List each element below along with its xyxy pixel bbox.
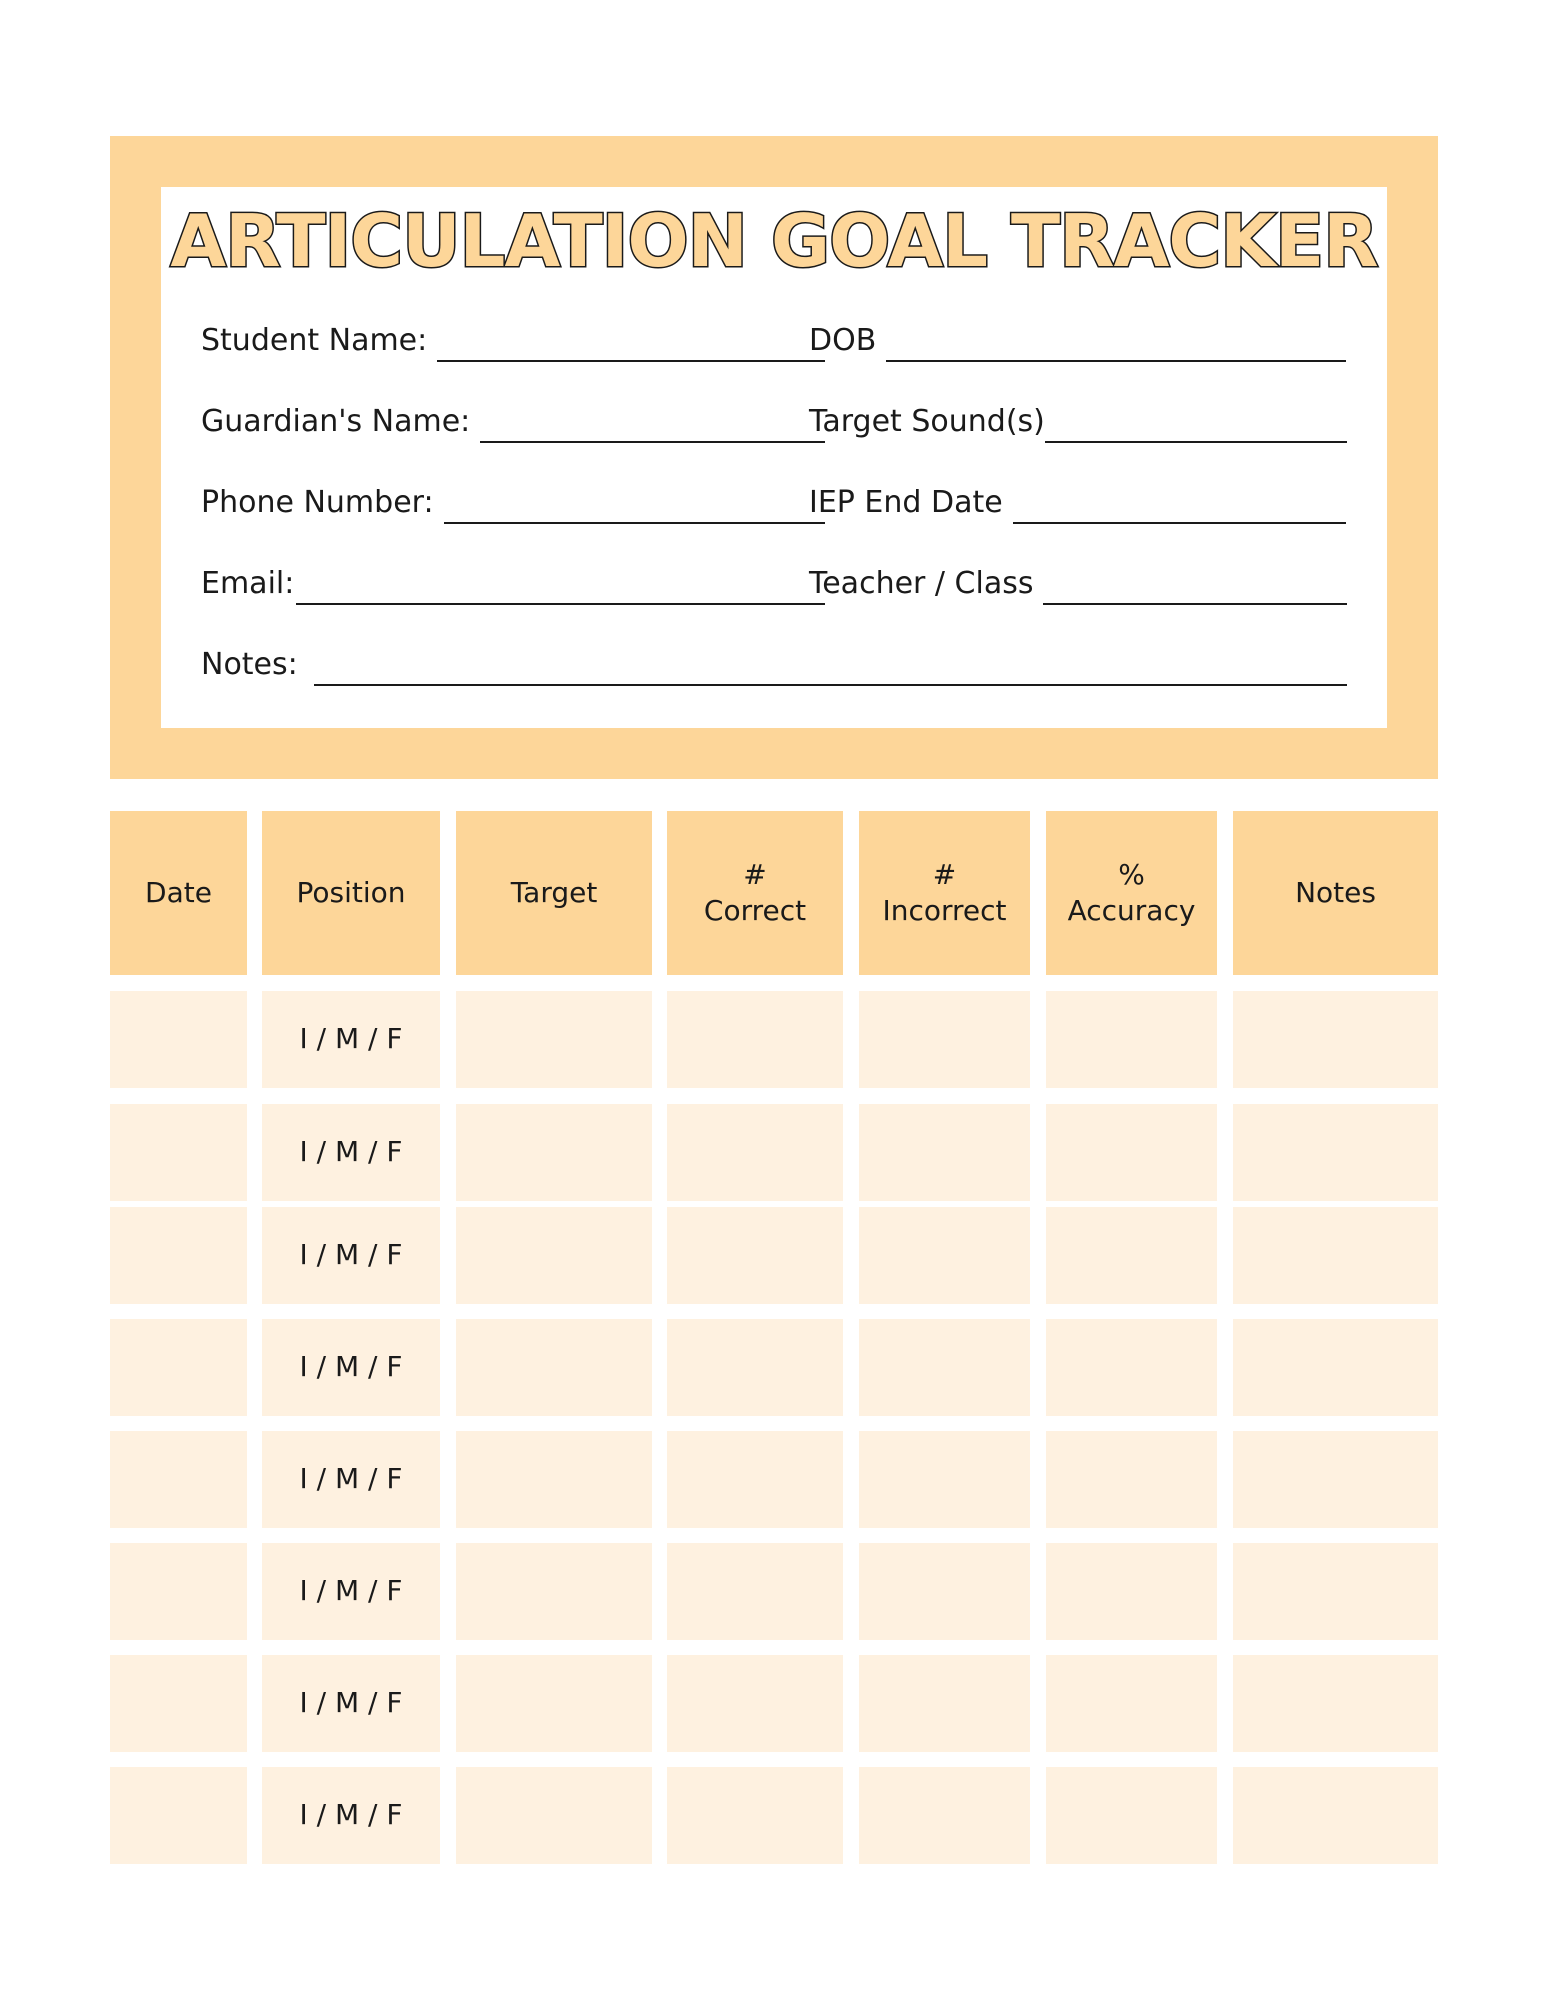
cell-position[interactable] — [262, 991, 440, 1088]
guardian-name-line[interactable] — [480, 440, 825, 443]
cell-accuracy[interactable] — [1046, 1207, 1217, 1304]
header-accuracy-label: % Accuracy — [1067, 857, 1196, 927]
cell-notes[interactable] — [1233, 1767, 1438, 1864]
header-target-label: Target — [510, 875, 598, 909]
cell-date[interactable] — [110, 1655, 247, 1752]
phone-number-label: Phone Number: — [201, 485, 434, 520]
iep-end-date-label: IEP End Date — [809, 485, 1003, 520]
cell-incorrect[interactable] — [859, 1431, 1030, 1528]
position-options[interactable]: I / M / F — [299, 1350, 403, 1384]
iep-end-date-field[interactable] — [809, 474, 1346, 524]
header-incorrect — [859, 811, 1030, 975]
cell-target[interactable] — [456, 1207, 652, 1304]
notes-line[interactable] — [314, 683, 1347, 686]
cell-target[interactable] — [456, 991, 652, 1088]
header-panel — [161, 187, 1387, 728]
cell-incorrect[interactable] — [859, 1207, 1030, 1304]
cell-correct[interactable] — [667, 1767, 843, 1864]
position-options[interactable]: I / M / F — [299, 1462, 403, 1496]
guardian-name-label: Guardian's Name: — [201, 404, 471, 439]
header-correct-label: # Correct — [703, 857, 807, 927]
notes-field[interactable] — [201, 636, 1347, 686]
position-options[interactable]: I / M / F — [299, 1574, 403, 1608]
cell-accuracy[interactable] — [1046, 991, 1217, 1088]
cell-incorrect[interactable] — [859, 1104, 1030, 1201]
student-name-label: Student Name: — [201, 323, 428, 358]
cell-target[interactable] — [456, 1655, 652, 1752]
cell-accuracy[interactable] — [1046, 1655, 1217, 1752]
target-sounds-field[interactable] — [809, 393, 1347, 443]
cell-position[interactable] — [262, 1655, 440, 1752]
teacher-class-field[interactable] — [809, 555, 1347, 605]
page-title: ARTICULATION GOAL TRACKER — [170, 199, 1378, 283]
dob-field[interactable] — [809, 312, 1346, 362]
cell-date[interactable] — [110, 1543, 247, 1640]
cell-correct[interactable] — [667, 1655, 843, 1752]
cell-target[interactable] — [456, 1319, 652, 1416]
position-options[interactable]: I / M / F — [299, 1022, 403, 1056]
header-notes-label: Notes — [1295, 875, 1376, 909]
notes-label: Notes: — [201, 647, 298, 682]
cell-date[interactable] — [110, 1431, 247, 1528]
cell-notes[interactable] — [1233, 1431, 1438, 1528]
email-label: Email: — [201, 566, 295, 601]
cell-incorrect[interactable] — [859, 1543, 1030, 1640]
cell-position[interactable] — [262, 1104, 440, 1201]
cell-incorrect[interactable] — [859, 1655, 1030, 1752]
cell-target[interactable] — [456, 1104, 652, 1201]
cell-incorrect[interactable] — [859, 1767, 1030, 1864]
header-incorrect-label: # Incorrect — [882, 857, 1007, 927]
cell-date[interactable] — [110, 1319, 247, 1416]
iep-end-date-line[interactable] — [1013, 521, 1346, 524]
cell-accuracy[interactable] — [1046, 1543, 1217, 1640]
cell-accuracy[interactable] — [1046, 1767, 1217, 1864]
position-options[interactable]: I / M / F — [299, 1135, 403, 1169]
header-correct — [667, 811, 843, 975]
position-options[interactable]: I / M / F — [299, 1238, 403, 1272]
cell-correct[interactable] — [667, 1431, 843, 1528]
position-options[interactable]: I / M / F — [299, 1686, 403, 1720]
cell-notes[interactable] — [1233, 991, 1438, 1088]
cell-notes[interactable] — [1233, 1319, 1438, 1416]
cell-correct[interactable] — [667, 1207, 843, 1304]
position-options[interactable]: I / M / F — [299, 1798, 403, 1832]
cell-correct[interactable] — [667, 991, 843, 1088]
cell-correct[interactable] — [667, 1543, 843, 1640]
cell-position[interactable] — [262, 1431, 440, 1528]
teacher-class-line[interactable] — [1043, 602, 1347, 605]
header-target — [456, 811, 652, 975]
cell-accuracy[interactable] — [1046, 1431, 1217, 1528]
cell-notes[interactable] — [1233, 1655, 1438, 1752]
header-date-label: Date — [145, 875, 212, 909]
cell-position[interactable] — [262, 1319, 440, 1416]
target-sounds-line[interactable] — [1045, 440, 1347, 443]
cell-date[interactable] — [110, 1767, 247, 1864]
email-line[interactable] — [296, 602, 825, 605]
cell-incorrect[interactable] — [859, 991, 1030, 1088]
dob-line[interactable] — [886, 359, 1346, 362]
header-position — [262, 811, 440, 975]
cell-date[interactable] — [110, 1207, 247, 1304]
target-sounds-label: Target Sound(s) — [809, 404, 1045, 439]
header-accuracy — [1046, 811, 1217, 975]
cell-position[interactable] — [262, 1767, 440, 1864]
phone-number-field[interactable] — [201, 474, 825, 524]
cell-incorrect[interactable] — [859, 1319, 1030, 1416]
header-date — [110, 811, 247, 975]
guardian-name-field[interactable] — [201, 393, 825, 443]
cell-notes[interactable] — [1233, 1543, 1438, 1640]
cell-accuracy[interactable] — [1046, 1104, 1217, 1201]
email-field[interactable] — [201, 555, 825, 605]
header-position-label: Position — [296, 875, 406, 909]
teacher-class-label: Teacher / Class — [809, 566, 1034, 601]
cell-notes[interactable] — [1233, 1207, 1438, 1304]
header-frame — [110, 136, 1438, 779]
cell-date[interactable] — [110, 1104, 247, 1201]
cell-correct[interactable] — [667, 1319, 843, 1416]
cell-accuracy[interactable] — [1046, 1319, 1217, 1416]
cell-correct[interactable] — [667, 1104, 843, 1201]
cell-notes[interactable] — [1233, 1104, 1438, 1201]
cell-target[interactable] — [456, 1431, 652, 1528]
dob-label: DOB — [809, 323, 877, 358]
phone-number-line[interactable] — [444, 521, 825, 524]
cell-target[interactable] — [456, 1767, 652, 1864]
student-name-line[interactable] — [437, 359, 825, 362]
cell-target[interactable] — [456, 1543, 652, 1640]
cell-position[interactable] — [262, 1207, 440, 1304]
student-name-field[interactable] — [201, 312, 825, 362]
cell-position[interactable] — [262, 1543, 440, 1640]
header-notes — [1233, 811, 1438, 975]
cell-date[interactable] — [110, 991, 247, 1088]
